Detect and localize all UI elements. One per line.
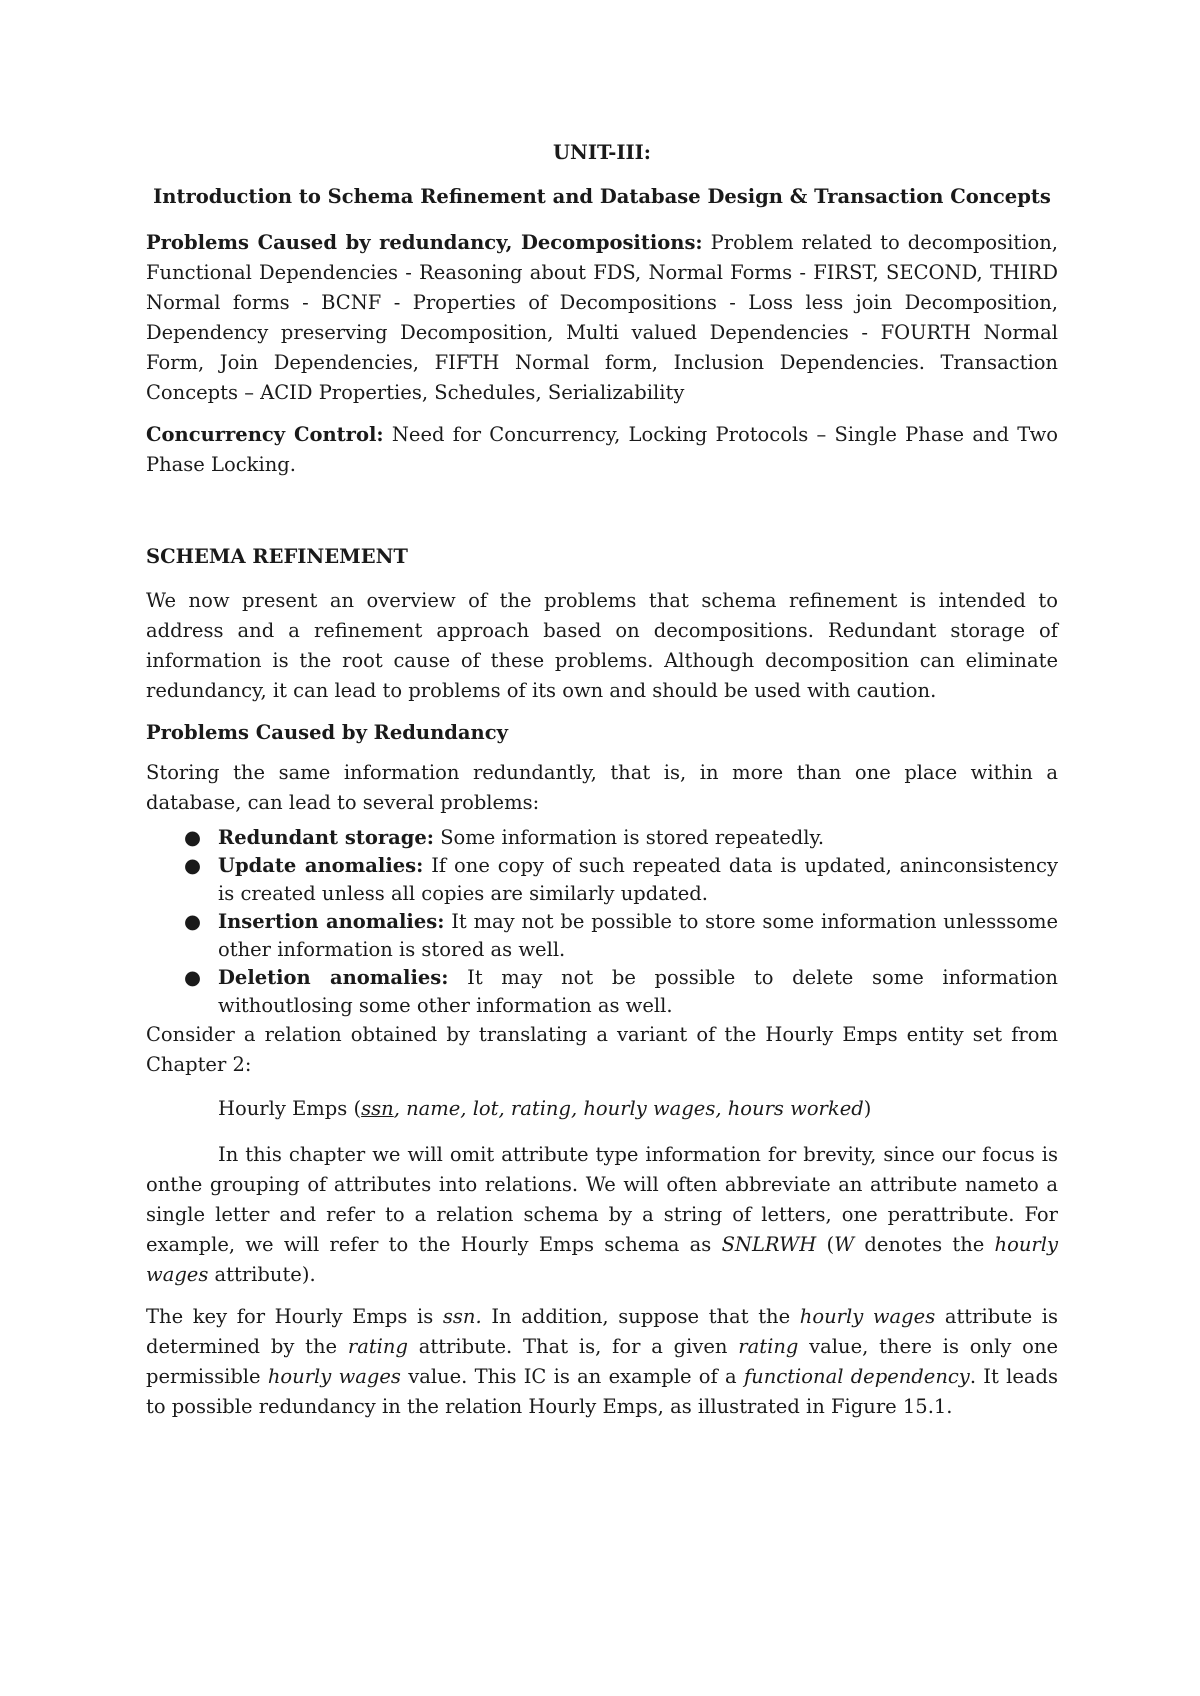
syllabus-label: Problems Caused by redundancy, Decompositions: <box>146 231 703 254</box>
chapter-text: denotes the <box>854 1233 995 1256</box>
chapter-paragraph <box>146 1140 1058 1290</box>
syllabus-text: Problem related to decomposition, Functional Dependencies - Reasoning about FDS, Normal Forms - FIRST, SECOND, THIRD Normal forms - BCNF - Properties of Decompositions - Loss less join Decomposition, Dependency preserving Decomposition, Multi valued Dependencies - FOURTH Normal Form, Join Dependencies, FIFTH Normal form, Inclusion Dependencies. Transaction Concepts – ACID Properties, Schedules, Serializability <box>146 231 1058 404</box>
list-item <box>184 852 1058 908</box>
relation-close: ) <box>863 1097 872 1120</box>
term-functional-dependency: functional dependency <box>743 1365 970 1388</box>
bullet-icon: ● <box>184 826 202 849</box>
list-item <box>184 824 1058 852</box>
bullet-icon: ● <box>184 910 202 933</box>
bullet-icon: ● <box>184 966 202 989</box>
attr-letter: W <box>834 1233 855 1256</box>
relation-attributes: , name, lot, rating, hourly wages, hours worked <box>393 1097 864 1120</box>
unit-title: UNIT-III: <box>553 141 651 164</box>
redundancy-heading: Problems Caused by Redundancy <box>146 721 508 744</box>
relation-name: Hourly Emps ( <box>218 1097 362 1120</box>
bullet-label: Insertion anomalies: <box>218 910 445 933</box>
key-text: In addition, suppose that the <box>481 1305 800 1328</box>
attr-name: rating <box>738 1335 799 1358</box>
problems-list <box>146 824 1058 1020</box>
key-text: The key for Hourly Emps is <box>146 1305 443 1328</box>
syllabus-paragraph <box>146 228 1058 408</box>
relation-key: ssn <box>361 1097 394 1120</box>
bullet-label: Update anomalies: <box>218 854 424 877</box>
relation-schema <box>218 1094 1058 1124</box>
schema-abbrev: SNLRWH <box>721 1233 817 1256</box>
bullet-icon: ● <box>184 854 202 877</box>
bullet-text: Some information is stored repeatedly. <box>434 826 825 849</box>
concurrency-text: Need for Concurrency, Locking Protocols – Single Phase and Two Phase Locking. <box>146 423 1058 476</box>
attr-name: ssn. <box>442 1305 482 1328</box>
unit-subtitle: Introduction to Schema Refinement and Database Design & Transaction Concepts <box>153 185 1051 208</box>
key-text: value, there is only one permissible <box>146 1335 1059 1388</box>
concurrency-paragraph <box>146 420 1058 480</box>
section-heading: SCHEMA REFINEMENT <box>146 545 408 568</box>
bullet-label: Deletion anomalies: <box>218 966 449 989</box>
redundancy-intro: Storing the same information redundantly, that is, in more than one place within a database, can lead to several problems: <box>146 761 1058 814</box>
document-page <box>146 138 1058 1434</box>
attr-name: hourly wages <box>146 1233 1058 1286</box>
key-text: value. This IC is an example of a <box>400 1365 744 1388</box>
bullet-label: Redundant storage: <box>218 826 434 849</box>
concurrency-label: Concurrency Control: <box>146 423 384 446</box>
bullet-text: If one copy of such repeated data is updated, aninconsistency is created unless all copies are similarly updated. <box>218 854 1058 905</box>
attr-name: hourly wages <box>799 1305 936 1328</box>
intro-paragraph: We now present an overview of the problems that schema refinement is intended to address and a refinement approach based on decompositions. Redundant storage of information is the root cause of these problems. Although decomposition can eliminate redundancy, it can lead to problems of its own and should be used with caution. <box>146 589 1058 702</box>
chapter-text: In this chapter we will omit attribute type information for brevity, since our focus is onthe grouping of attributes into relations. We will often abbreviate an attribute nameto a single letter and refer to a relation schema by a string of letters, one perattribute. For example, we will refer to the Hourly Emps schema as <box>146 1143 1058 1256</box>
list-item <box>184 964 1058 1020</box>
chapter-text: attribute). <box>208 1263 316 1286</box>
attr-name: hourly wages <box>267 1365 401 1388</box>
chapter-text: ( <box>816 1233 835 1256</box>
bullet-text: It may not be possible to delete some information withoutlosing some other information as well. <box>218 966 1058 1017</box>
key-text: attribute. That is, for a given <box>407 1335 739 1358</box>
key-text: attribute is determined by the <box>146 1305 1058 1358</box>
consider-paragraph: Consider a relation obtained by translating a variant of the Hourly Emps entity set from Chapter 2: <box>146 1023 1058 1076</box>
list-item <box>184 908 1058 964</box>
bullet-text: It may not be possible to store some information unlesssome other information is stored as well. <box>218 910 1058 961</box>
attr-name: rating <box>347 1335 408 1358</box>
key-text: . It leads to possible redundancy in the relation Hourly Emps, as illustrated in Figure 15.1. <box>146 1365 1059 1418</box>
key-paragraph <box>146 1302 1058 1422</box>
